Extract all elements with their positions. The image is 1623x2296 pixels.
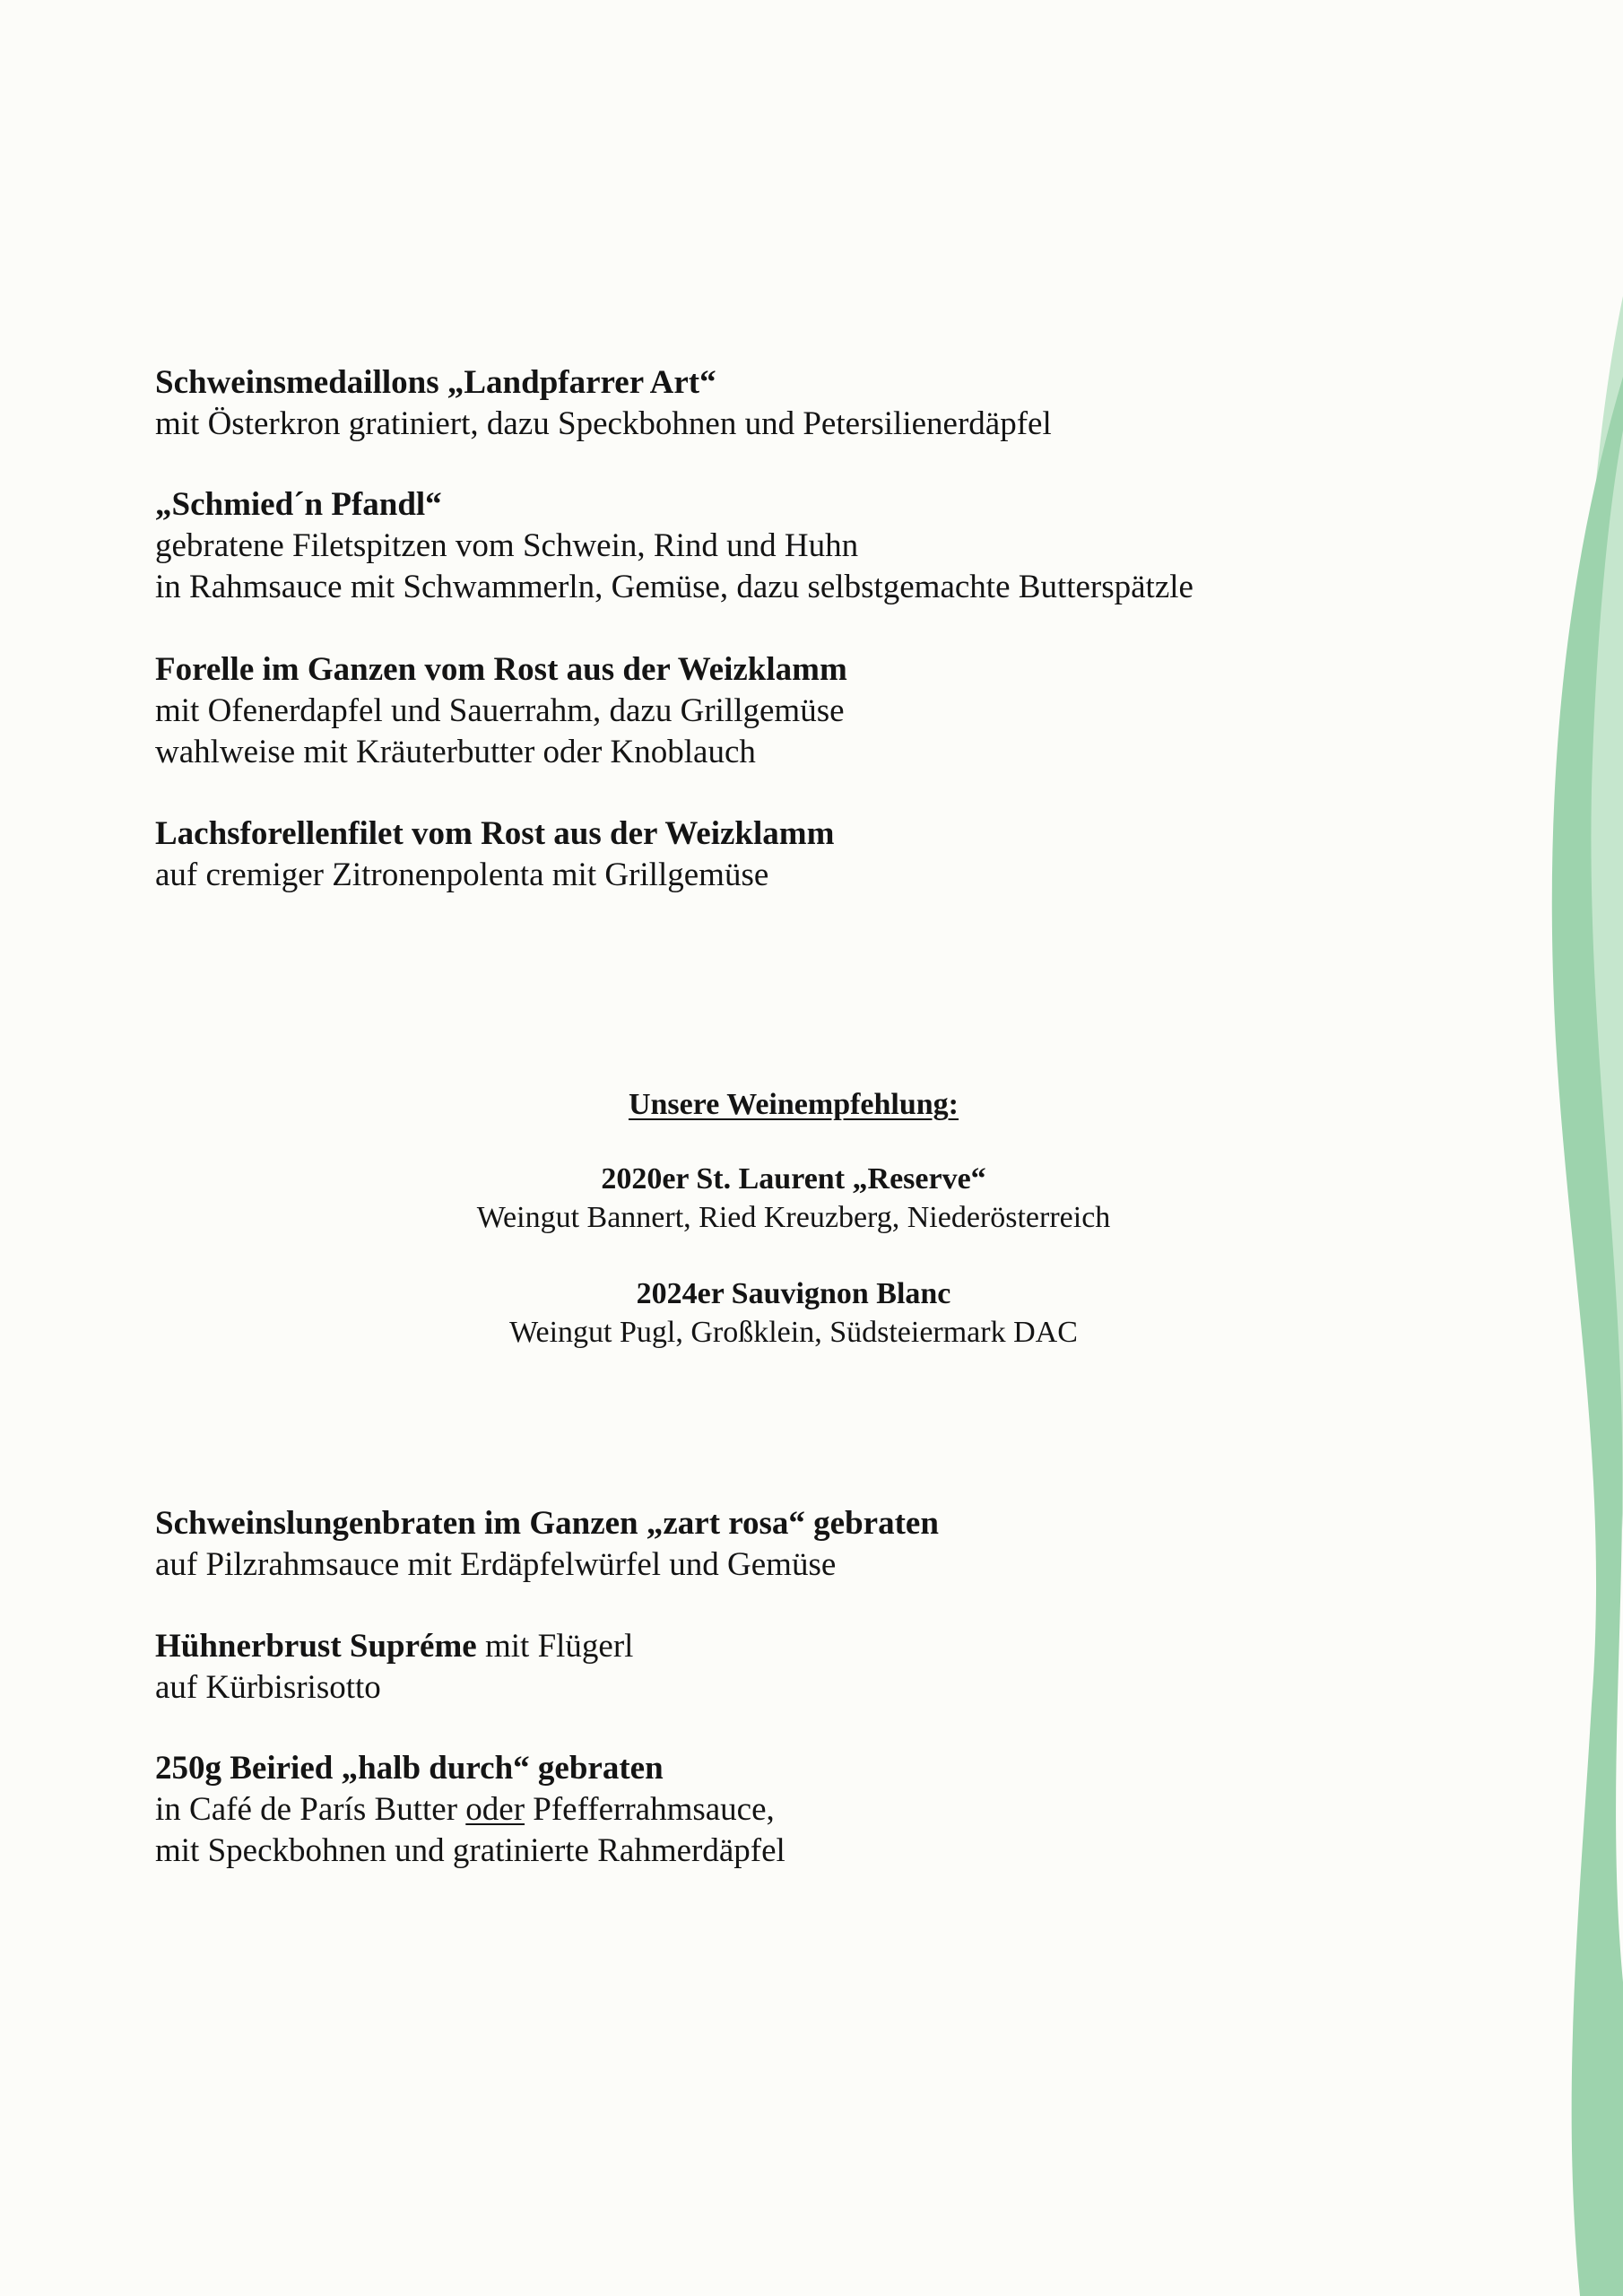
dish-description: auf cremiger Zitronenpolenta mit Grillgemüse <box>155 857 769 893</box>
dish-huehnerbrust <box>155 1626 633 1709</box>
wine-detail: Weingut Bannert, Ried Kreuzberg, Niederösterreich <box>476 1201 1111 1234</box>
dish-title: Hühnerbrust Supréme <box>155 1628 477 1665</box>
underlined-word: oder <box>465 1791 525 1828</box>
dish-description: in Rahmsauce mit Schwammerln, Gemüse, dazu selbstgemachte Butterspätzle <box>155 569 1193 605</box>
dish-title: 250g Beiried „halb durch“ gebraten <box>155 1750 664 1787</box>
dish-title-suffix: mit Flügerl <box>476 1628 634 1665</box>
dish-description: mit Speckbohnen und gratinierte Rahmerdäpfel <box>155 1832 785 1869</box>
wine-name: 2020er St. Laurent „Reserve“ <box>601 1162 986 1196</box>
wine-name: 2024er Sauvignon Blanc <box>636 1277 951 1310</box>
dish-title: Schweinslungenbraten im Ganzen „zart rosa“ gebraten <box>155 1505 939 1542</box>
dish-description: auf Kürbisrisotto <box>155 1669 381 1706</box>
dish-forelle <box>155 649 847 773</box>
dish-description: auf Pilzrahmsauce mit Erdäpfelwürfel und Gemüse <box>155 1546 837 1583</box>
dish-title: Schweinsmedaillons „Landpfarrer Art“ <box>155 364 716 401</box>
dish-description: wahlweise mit Kräuterbutter oder Knoblauch <box>155 734 756 770</box>
dish-description: mit Ofenerdapfel und Sauerrahm, dazu Grillgemüse <box>155 692 845 729</box>
dish-schweinsmedaillons <box>155 362 1052 445</box>
dish-lachsforellenfilet <box>155 813 834 896</box>
description-text: Pfefferrahmsauce, <box>525 1791 775 1828</box>
description-text: in Café de París Butter <box>155 1791 466 1828</box>
dish-description: mit Österkron gratiniert, dazu Speckbohnen und Petersilienerdäpfel <box>155 405 1052 442</box>
wine-heading: Unsere Weinempfehlung: <box>628 1088 959 1121</box>
dish-description <box>155 1789 785 1831</box>
dish-schweinslungenbraten <box>155 1503 939 1586</box>
wine-detail: Weingut Pugl, Großklein, Südsteiermark DAC <box>509 1316 1078 1349</box>
dish-beiried <box>155 1748 785 1872</box>
dish-schmiedn-pfandl <box>155 484 1193 608</box>
dish-title: Forelle im Ganzen vom Rost aus der Weizklamm <box>155 651 847 688</box>
dish-description: gebratene Filetspitzen vom Schwein, Rind und Huhn <box>155 527 859 564</box>
dish-title: Lachsforellenfilet vom Rost aus der Weizklamm <box>155 815 835 852</box>
dish-title: „Schmied´n Pfandl“ <box>155 486 442 523</box>
wine-recommendation <box>0 1085 1587 1352</box>
